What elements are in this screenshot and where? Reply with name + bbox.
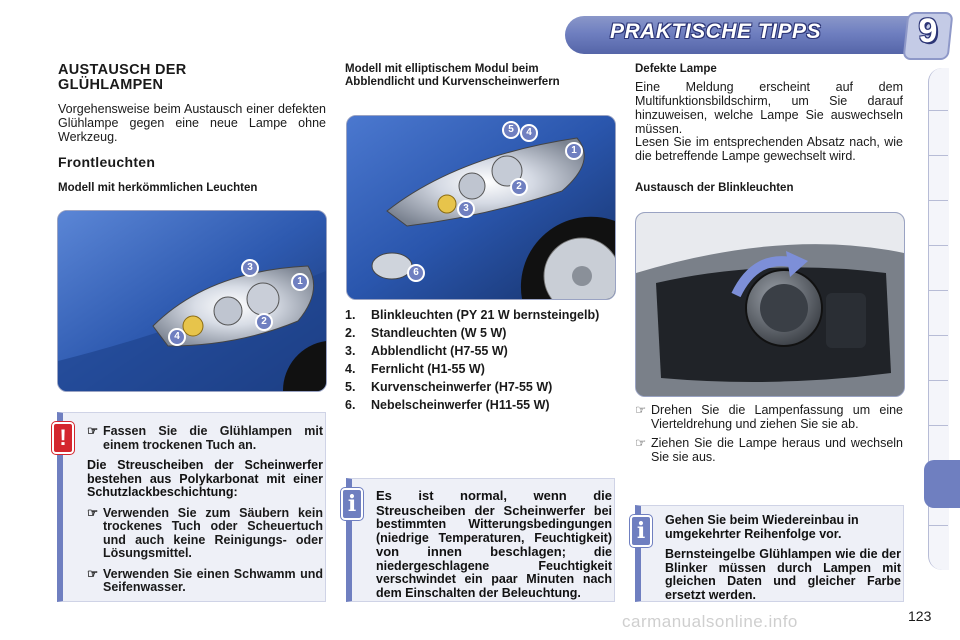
instruction-step-2: ☞ Ziehen Sie die Lampe heraus und wechseln Sie sie aus. [635, 436, 903, 464]
bullet-icon: ☞ [635, 403, 647, 417]
page-title: PRAKTISCHE TIPPS [610, 20, 822, 43]
bullet-icon: ☞ [87, 505, 99, 520]
instruction-step-1: ☞ Drehen Sie die Lampenfassung um eine Vierteldrehung und ziehen Sie sie ab. [635, 403, 903, 431]
intro-text: Vorgehensweise beim Austausch einer defekten Glühlampe gegen eine neue Lampe ohne Werkzeug. [58, 102, 326, 144]
tab-divider [929, 245, 948, 246]
section-heading: AUSTAUSCH DER GLÜHLAMPEN [58, 62, 187, 93]
tab-divider [929, 290, 948, 291]
lamp-socket-photo [635, 212, 905, 397]
warning-bullet-2: Verwenden Sie zum Säubern kein trockenes Tuch oder Scheuertuch und auch keine Reinigungs- oder Lösungsmittel. [103, 505, 323, 560]
page-number: 123 [908, 608, 932, 624]
tab-divider [929, 155, 948, 156]
watermark: carmanualsonline.info [622, 612, 798, 631]
warning-icon: ! [52, 422, 74, 454]
callout-1: 1 [291, 273, 309, 291]
defect-heading: Defekte Lampe [635, 63, 717, 75]
list-item: 5. Kurvenscheinwerfer (H7-55 W) [345, 380, 553, 394]
lamp-socket-illustration [636, 213, 904, 396]
defect-paragraph-2: Lesen Sie im entsprechenden Absatz nach, wie die betreffende Lampe gewechselt wird. [635, 135, 903, 163]
list-item: 6. Nebelscheinwerfer (H11-55 W) [345, 398, 550, 412]
callout-2: 2 [255, 313, 273, 331]
warning-bullet-3: Verwenden Sie einen Schwamm und Seifenwasser. [103, 566, 323, 594]
info-text-reassembly: Bernsteingelbe Glühlampen wie die der Blinker müssen durch Lampen mit gleichen Daten und gleicher Farbe ersetzt werden. [665, 547, 901, 602]
list-item: 4. Fernlicht (H1-55 W) [345, 362, 485, 376]
tab-chapter-9[interactable] [924, 460, 960, 508]
list-item: 3. Abblendlicht (H7-55 W) [345, 344, 508, 358]
info-icon: i [341, 488, 363, 520]
headlamp-photo-standard [57, 210, 327, 392]
info-box-condensation [346, 478, 615, 602]
callout-3: 3 [457, 200, 475, 218]
bullet-icon: ☞ [635, 436, 647, 450]
callout-5: 5 [502, 121, 520, 139]
chapter-number: 9 [918, 12, 938, 50]
bullet-icon: ☞ [87, 424, 99, 438]
headlamp-photo-elliptic [346, 115, 616, 300]
info-icon: i [630, 515, 652, 547]
model-heading-elliptic: Modell mit elliptischem Modul beim Abblendlicht und Kurvenscheinwerfern [345, 63, 560, 88]
info-title-reassembly: Gehen Sie beim Wiedereinbau in umgekehrter Reihenfolge vor. [665, 513, 859, 541]
subsection-heading: Frontleuchten [58, 154, 156, 170]
info-box-reassembly [635, 505, 904, 602]
indicator-heading: Austausch der Blinkleuchten [635, 182, 794, 194]
info-text-condensation: Es ist normal, wenn die Streuscheiben der Scheinwerfer bei bestimmten Witterungsbedingungen (niedrige Temperaturen, Feuchtigkeit) von innen beschlagen; die niedergeschlagene Feuchtigkeit verschwindet ein paar Minuten nach dem Einschalten der Beleuchtung. [376, 488, 612, 600]
callout-1: 1 [565, 142, 583, 160]
model-heading: Modell mit herkömmlichen Leuchten [58, 182, 258, 194]
tab-divider [929, 525, 948, 526]
tab-divider [929, 425, 948, 426]
bullet-icon: ☞ [87, 566, 99, 581]
instruction-list [635, 404, 903, 464]
warning-box [57, 412, 326, 602]
warning-bullet-1: Fassen Sie die Glühlampen mit einem trockenen Tuch an. [103, 424, 323, 452]
tab-divider [929, 110, 948, 111]
tab-divider [929, 335, 948, 336]
callout-6: 6 [407, 264, 425, 282]
list-item: 2. Standleuchten (W 5 W) [345, 326, 507, 340]
callout-4: 4 [520, 124, 538, 142]
callout-4: 4 [168, 328, 186, 346]
bulb-list [345, 308, 615, 416]
tab-divider [929, 200, 948, 201]
list-item: 1. Blinkleuchten (PY 21 W bernsteingelb) [345, 308, 600, 322]
callout-2: 2 [510, 178, 528, 196]
defect-paragraph-1: Eine Meldung erscheint auf dem Multifunktionsbildschirm, um Sie darauf hinzuweisen, welche Lampe Sie auswechseln müssen. [635, 80, 903, 136]
callout-3: 3 [241, 259, 259, 277]
warning-paragraph: Die Streuscheiben der Scheinwerfer bestehen aus Polykarbonat mit einer Schutzlackbeschichtung: [87, 458, 323, 499]
tab-divider [929, 380, 948, 381]
headlamp-illustration [58, 211, 326, 391]
